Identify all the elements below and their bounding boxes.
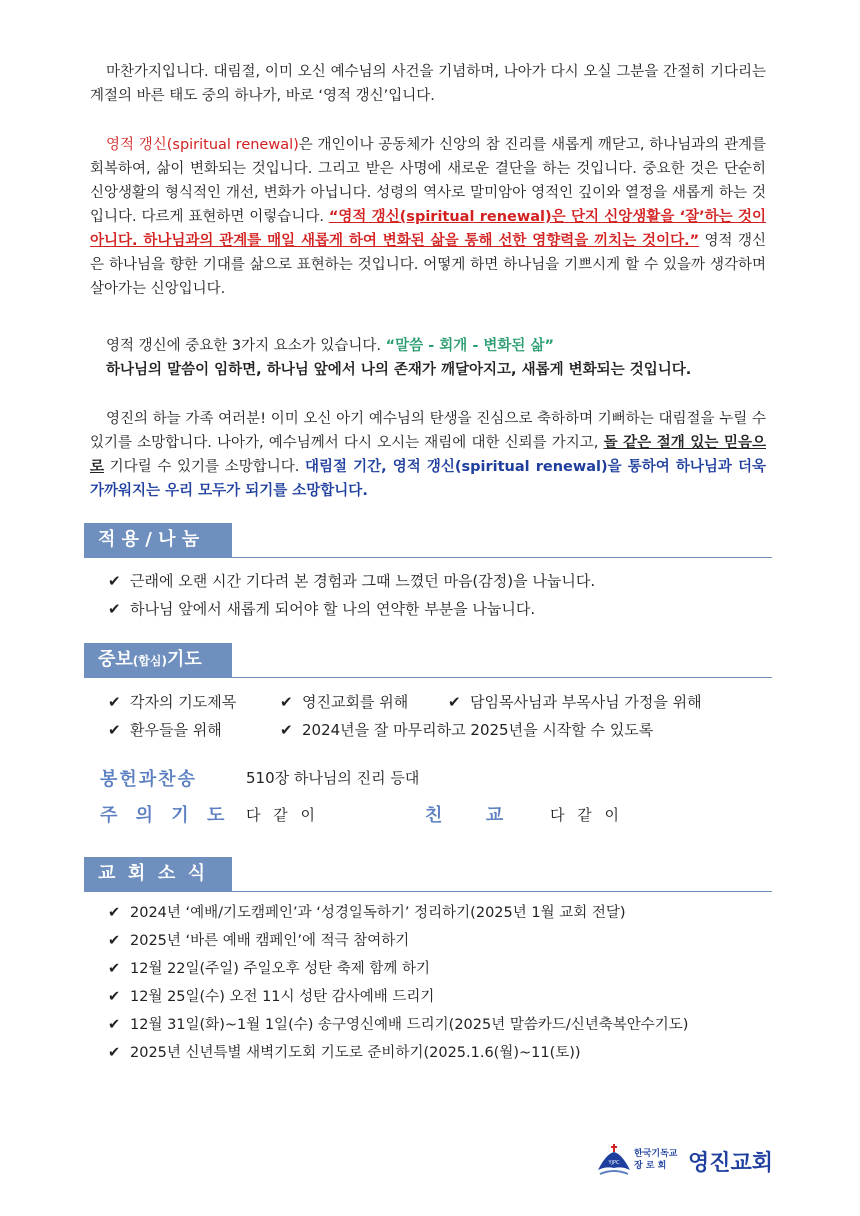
check-icon: ✔	[108, 905, 121, 921]
prayer-section-header	[84, 643, 772, 678]
check-icon: ✔	[108, 721, 121, 739]
apply-title: 적 용 / 나 눔	[84, 523, 232, 557]
elements-text: 영적 갱신에 중요한 3가지 요소가 있습니다.	[106, 338, 386, 354]
list-item	[108, 567, 595, 595]
news-title: 교 회 소 식	[84, 857, 232, 891]
list-item-text: 환우들을 위해	[130, 721, 222, 739]
news-section-header	[84, 857, 772, 892]
prayer-list	[108, 688, 748, 744]
check-icon: ✔	[108, 989, 121, 1005]
renewal-term: 영적 갱신(spiritual renewal)	[106, 137, 299, 153]
lords-prayer-value: 다 같 이	[246, 806, 320, 824]
check-icon: ✔	[108, 572, 121, 590]
renewal-text-2: 영적 갱신은 하나님을 향한 기대를 삶으로 표현하는 것입니다. 어떻게 하면 하나님을 기쁘시게 할 수 있을까 생각하며 살아가는 신앙입니다.	[90, 233, 766, 297]
church-emblem-icon	[596, 1144, 632, 1178]
apply-list	[108, 567, 595, 623]
check-icon: ✔	[280, 721, 293, 739]
renewal-text-1: 은 개인이나 공동체가 신앙의 참 진리를 새롭게 깨닫고, 하나님과의 관계를 회복하여, 삶이 변화되는 것입니다. 그리고 받은 사명에 새로운 결단을 하는 것입니다. 중요한 것은 단순히 신앙생활의 형식적인 개선, 변화가 아닙니다. 성령의 역사로 말미암아 영적인 깊이와 열정을 새롭게 하는 것입니다. 다르게 표현하면 이렇습니다.	[90, 137, 766, 225]
check-icon: ✔	[108, 933, 121, 949]
elements-bold: 하나님의 말씀이 임하면, 하나님 앞에서 나의 존재가 깨달아지고, 새롭게 변화되는 것입니다.	[106, 362, 692, 378]
list-item	[108, 1011, 688, 1039]
closing-text-2: 기다릴 수 있기를 소망합니다.	[104, 459, 306, 475]
check-icon: ✔	[108, 1045, 121, 1061]
prayer-row	[108, 716, 748, 744]
closing-underlined: 돌 같은 절개 있는 믿음으로	[90, 435, 767, 475]
church-name: 영진교회	[688, 1151, 774, 1176]
list-item-text: 12월 31일(화)~1월 1일(수) 송구영신예배 드리기(2025년 말씀카드/신년축복안수기도)	[130, 1017, 689, 1033]
list-item-text: 근래에 오랜 시간 기다려 본 경험과 그때 느꼈던 마음(감정)을 나눕니다.	[130, 572, 596, 590]
news-list	[108, 899, 688, 1067]
list-item	[108, 1039, 688, 1067]
elements-paragraph	[90, 334, 766, 382]
renewal-quote: “영적 갱신(spiritual renewal)은 단지 신앙생활을 ‘잘’하는 것이 아니다. 하나님과의 관계를 매일 새롭게 하여 변화된 삶을 통해 선한 영향력을 끼치는 것이다.”	[90, 209, 766, 249]
hymn-value: 510장 하나님의 진리 등대	[246, 769, 420, 787]
lords-prayer-label: 주 의 기 도	[100, 805, 231, 826]
church-logo	[596, 1142, 776, 1182]
list-item-text: 하나님 앞에서 새롭게 되어야 할 나의 연약한 부분을 나눕니다.	[130, 600, 536, 618]
list-item-text: 2024년을 잘 마무리하고 2025년을 시작할 수 있도록	[302, 721, 654, 739]
list-item-text: 12월 25일(수) 오전 11시 성탄 감사예배 드리기	[130, 989, 435, 1005]
list-item-text: 담임목사님과 부목사님 가정을 위해	[470, 693, 702, 711]
list-item-text: 각자의 기도제목	[130, 693, 237, 711]
check-icon: ✔	[280, 693, 293, 711]
apply-section-header	[84, 523, 772, 558]
elements-green: “말씀 - 회개 - 변화된 삶”	[385, 338, 555, 354]
list-item-text: 2024년 ‘예배/기도캠페인’과 ‘성경일독하기’ 정리하기(2025년 1월 교회 전달)	[130, 905, 626, 921]
prayer-title-a: 중보	[98, 649, 133, 670]
fellowship-label: 친 교	[425, 805, 506, 826]
renewal-paragraph	[90, 133, 766, 301]
list-item-text: 2025년 신년특별 새벽기도회 기도로 준비하기(2025.1.6(월)~11(토))	[130, 1045, 581, 1061]
closing-blue: 대림절 기간, 영적 갱신(spiritual renewal)을 통하여 하나님과 더욱 가까워지는 우리 모두가 되기를 소망합니다.	[90, 459, 766, 499]
check-icon: ✔	[108, 961, 121, 977]
list-item	[108, 899, 688, 927]
denomination-line2: 장 로 회	[634, 1161, 667, 1171]
denomination-line1: 한국기독교	[634, 1149, 678, 1159]
list-item-text: 12월 22일(주일) 주일오후 성탄 축제 함께 하기	[130, 961, 430, 977]
prayer-row	[108, 688, 748, 716]
check-icon: ✔	[448, 693, 461, 711]
prayer-title	[84, 643, 232, 677]
prayer-title-c: 기도	[166, 649, 202, 670]
denomination-label	[634, 1148, 677, 1172]
list-item	[108, 595, 595, 623]
fellowship-value: 다 같 이	[550, 806, 624, 824]
list-item-text: 2025년 ‘바른 예배 캠페인’에 적극 참여하기	[130, 933, 410, 949]
closing-text-1: 영진의 하늘 가족 여러분! 이미 오신 아기 예수님의 탄생을 진심으로 축하하며 기뻐하는 대림절을 누릴 수 있기를 소망합니다. 나아가, 예수님께서 다시 오시는 재림에 대한 신뢰를 가지고,	[90, 411, 766, 451]
intro-paragraph	[90, 60, 766, 108]
list-item	[108, 955, 688, 983]
list-item-text: 영진교회를 위해	[302, 693, 409, 711]
closing-paragraph	[90, 407, 766, 503]
svg-text:YJPC: YJPC	[608, 1160, 620, 1166]
check-icon: ✔	[108, 600, 121, 618]
check-icon: ✔	[108, 1017, 121, 1033]
intro-text: 마찬가지입니다. 대림절, 이미 오신 예수님의 사건을 기념하며, 나아가 다시 오실 그분을 간절히 기다리는 계절의 바른 태도 중의 하나가, 바로 ‘영적 갱신’입니다.	[90, 64, 766, 104]
prayer-title-b: (합심)	[132, 654, 167, 668]
check-icon: ✔	[108, 693, 121, 711]
list-item	[108, 927, 688, 955]
hymn-label: 봉헌과찬송	[100, 769, 197, 790]
list-item	[108, 983, 688, 1011]
